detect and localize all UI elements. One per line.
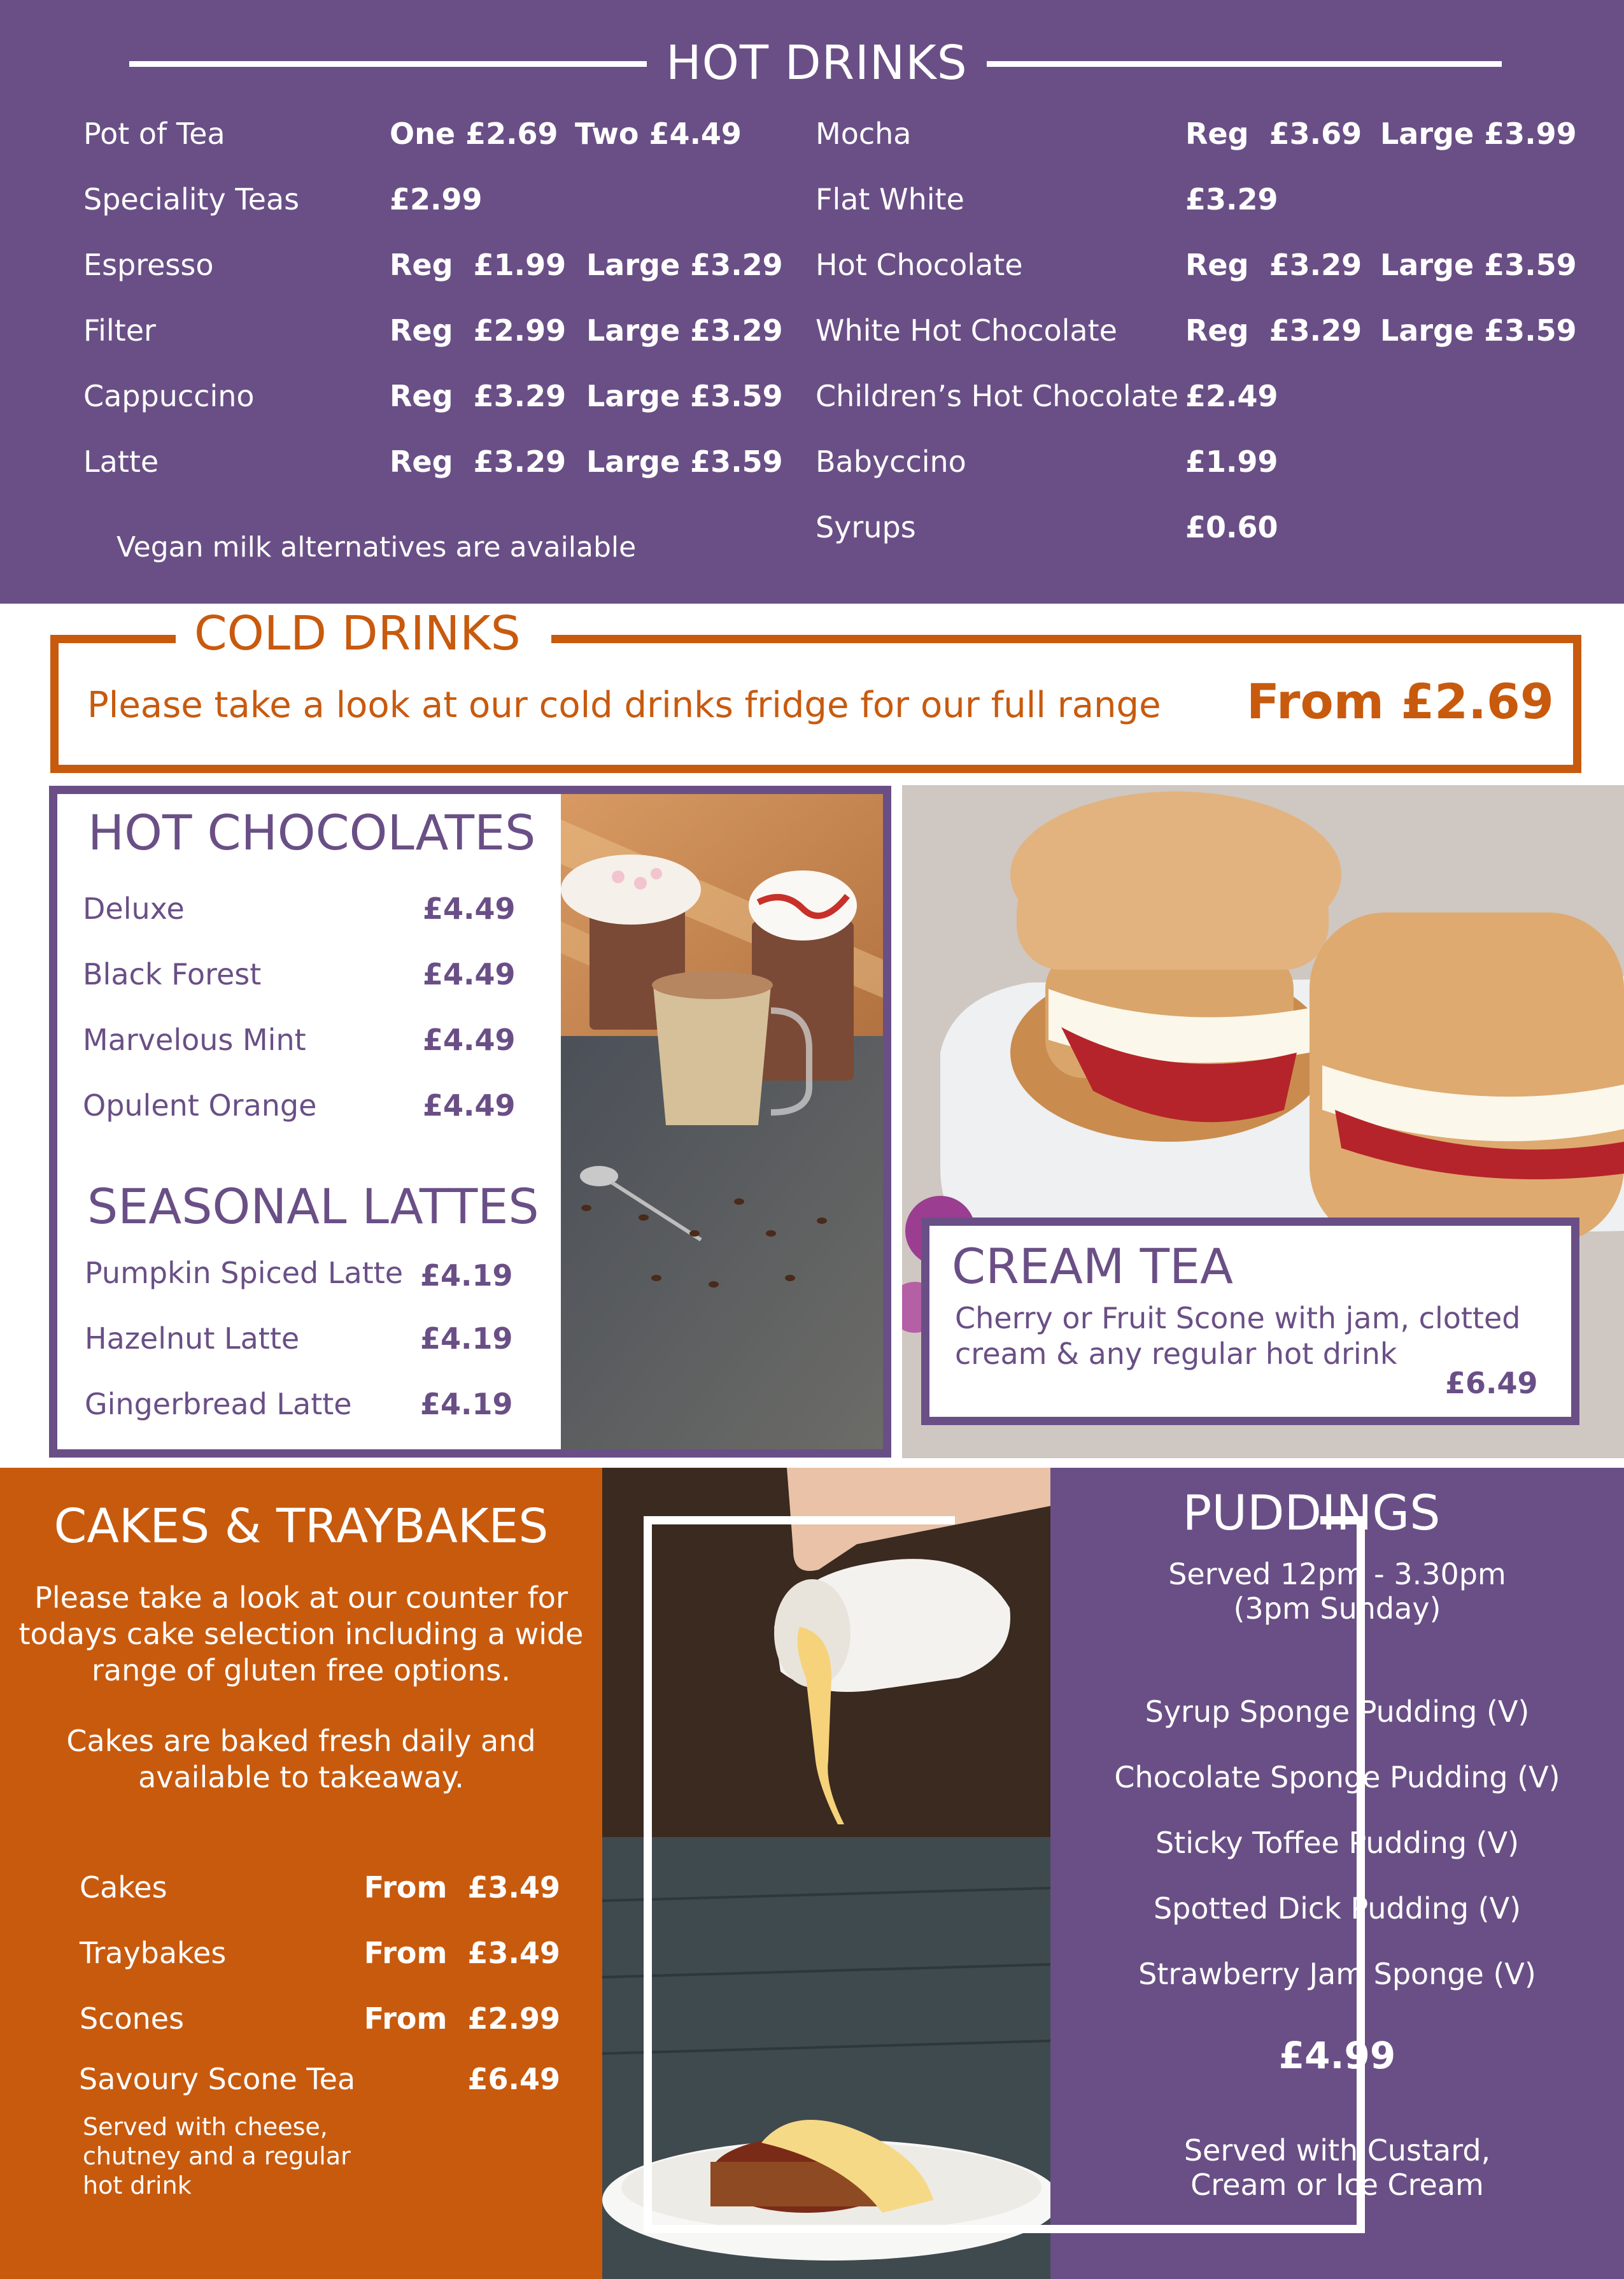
menu-row-syrups [816,494,1579,560]
seasonal-lattes-title: SEASONAL LATTES [87,1178,539,1235]
cakes-fresh-text [0,1723,602,1796]
hot-drinks-title: HOT DRINKS [666,36,968,90]
list-item [85,1256,530,1321]
menu-row-filter [83,297,784,363]
text-line: (3pm Sunday) [1233,1591,1441,1626]
cold-drinks-title: COLD DRINKS [194,606,521,661]
list-item [83,1023,528,1088]
savoury-scone-description [83,2112,351,2200]
text-line: Cakes are baked fresh daily and [66,1724,536,1758]
item-price-2: Large £3.99 [1380,116,1577,151]
cream-tea-description [955,1300,1566,1372]
cream-tea-price: £6.49 [1445,1366,1538,1400]
item-price-1: Reg £3.29 [390,378,567,413]
pudding-item: Spotted Dick Pudding (V) [1153,1891,1522,1926]
served-times [1050,1557,1624,1626]
hot-chocolates-list [83,891,528,1154]
menu-row-pot-of-tea [83,101,784,166]
text-line: todays cake selection including a wide [18,1617,584,1651]
cakes-intro-text [0,1580,602,1689]
item-price-1: £3.29 [1185,181,1278,217]
description-line: Cherry or Fruit Scone with jam, clotted [955,1301,1521,1335]
item-name: Opulent Orange [83,1088,317,1123]
item-price: £4.49 [423,1088,516,1123]
item-price-1: £2.99 [390,181,483,217]
item-name: Deluxe [83,891,185,926]
item-price-1: One £2.69 [390,116,558,151]
list-item [83,1088,528,1154]
item-name: Black Forest [83,957,262,991]
item-price-scones: From £2.99 [364,2001,560,2036]
item-price: £4.49 [423,1023,516,1057]
item-price-1: Reg £3.29 [1185,247,1362,282]
hot-drinks-right-column [816,101,1579,560]
frame-top-left-rule [644,1516,955,1524]
item-price-2: Large £3.29 [586,313,783,348]
item-name: Children’s Hot Chocolate [816,378,1179,413]
item-price: £4.49 [423,891,516,926]
menu-row-childrens-hot-chocolate [816,363,1579,429]
list-item [85,1321,530,1387]
puddings-section [1050,1468,1624,2279]
hot-chocolates-photo [561,794,883,1449]
cream-tea-title: CREAM TEA [952,1238,1234,1295]
text-line: Served with cheese, [83,2113,328,2141]
cold-box-top-rule-left [50,635,176,643]
text-line: available to takeaway. [138,1760,464,1794]
item-price-2: Large £3.59 [586,444,783,479]
item-price-2: Large £3.29 [586,247,783,282]
item-price-1: £1.99 [1185,444,1278,479]
item-name: Flat White [816,181,964,217]
menu-row-mocha [816,101,1579,166]
pudding-item: Chocolate Sponge Pudding (V) [1114,1760,1560,1794]
item-price-1: Reg £2.99 [390,313,567,348]
item-price-traybakes: From £3.49 [364,1936,560,1970]
menu-row-white-hot-chocolate [816,297,1579,363]
vegan-milk-note: Vegan milk alternatives are available [117,531,637,564]
text-line: chutney and a regular [83,2142,351,2170]
puddings-price: £4.99 [1278,2034,1396,2077]
cold-drinks-price: From £2.69 [1246,673,1554,730]
cream-tea-box [921,1218,1579,1425]
served-with-note [1050,2133,1624,2202]
item-price: £4.49 [423,957,516,991]
item-name: Gingerbread Latte [85,1387,352,1421]
text-line: Cream or Ice Cream [1190,2168,1484,2202]
item-price-1: Reg £3.29 [1185,313,1362,348]
seasonal-lattes-list [85,1256,530,1452]
item-price-2: Large £3.59 [1380,247,1577,282]
text-line: Served 12pm - 3.30pm [1168,1557,1506,1591]
item-name-savoury-scone-tea: Savoury Scone Tea [79,2062,356,2096]
item-name: Latte [83,444,159,479]
item-name: Hazelnut Latte [85,1321,300,1356]
title-rule-left [129,61,647,67]
frame-bottom-rule [644,2225,1365,2233]
hot-drinks-left-column [83,101,784,494]
text-line: hot drink [83,2171,192,2199]
hot-drinks-section [0,0,1624,604]
item-name-traybakes: Traybakes [80,1936,227,1970]
item-price: £4.19 [420,1387,513,1421]
cakes-traybakes-section [0,1468,602,2279]
pudding-photo [602,1468,1050,2279]
description-line: cream & any regular hot drink [955,1337,1397,1371]
text-line: Served with Custard, [1183,2133,1491,2168]
item-price-1: Reg £3.29 [390,444,567,479]
item-price-2: Large £3.59 [1380,313,1577,348]
item-name: Filter [83,313,156,348]
item-name-scones: Scones [80,2001,185,2036]
item-price-1: £0.60 [1185,509,1278,544]
item-price: £4.19 [420,1321,513,1356]
list-item [83,891,528,957]
custard-pudding-illustration [602,1468,1050,2279]
item-price: £4.19 [420,1258,513,1293]
text-line: range of gluten free options. [92,1653,511,1687]
pudding-item: Sticky Toffee Pudding (V) [1155,1826,1520,1860]
menu-row-flat-white [816,166,1579,232]
item-price-cakes: From £3.49 [364,1870,560,1905]
cakes-title: CAKES & TRAYBAKES [53,1499,549,1554]
menu-row-latte [83,429,784,494]
item-name: Espresso [83,247,214,282]
item-name: Hot Chocolate [816,247,1023,282]
item-name: White Hot Chocolate [816,313,1117,348]
menu-row-hot-chocolate [816,232,1579,297]
cold-box-top-rule-right [551,635,1581,643]
cold-drinks-text: Please take a look at our cold drinks fridge for our full range [87,685,1161,726]
puddings-title: PUDDINGS [1182,1484,1441,1541]
frame-left-rule [644,1516,652,2233]
drinks-illustration [561,794,883,1449]
list-item [85,1387,530,1452]
item-price-2: Two £4.49 [575,116,742,151]
menu-row-espresso [83,232,784,297]
menu-row-cappuccino [83,363,784,429]
pudding-item: Strawberry Jam Sponge (V) [1138,1957,1536,1991]
item-name-cakes: Cakes [80,1870,167,1905]
item-name: Marvelous Mint [83,1023,306,1057]
list-item [83,957,528,1023]
item-name: Mocha [816,116,912,151]
item-price-2: Large £3.59 [586,378,783,413]
text-line: Please take a look at our counter for [34,1580,568,1615]
item-name: Cappuccino [83,378,255,413]
item-name: Speciality Teas [83,181,300,217]
item-price-1: Reg £3.69 [1185,116,1362,151]
item-price-savoury-scone-tea: £6.49 [467,2062,560,2096]
item-price-1: £2.49 [1185,378,1278,413]
menu-row-speciality-teas [83,166,784,232]
menu-row-babyccino [816,429,1579,494]
item-name: Pumpkin Spiced Latte [85,1256,404,1290]
title-rule-right [987,61,1502,67]
item-name: Syrups [816,509,916,544]
item-name: Pot of Tea [83,116,225,151]
pudding-item: Syrup Sponge Pudding (V) [1145,1694,1530,1729]
item-name: Babyccino [816,444,966,479]
hot-chocolates-title: HOT CHOCOLATES [88,804,536,861]
item-price-1: Reg £1.99 [390,247,567,282]
